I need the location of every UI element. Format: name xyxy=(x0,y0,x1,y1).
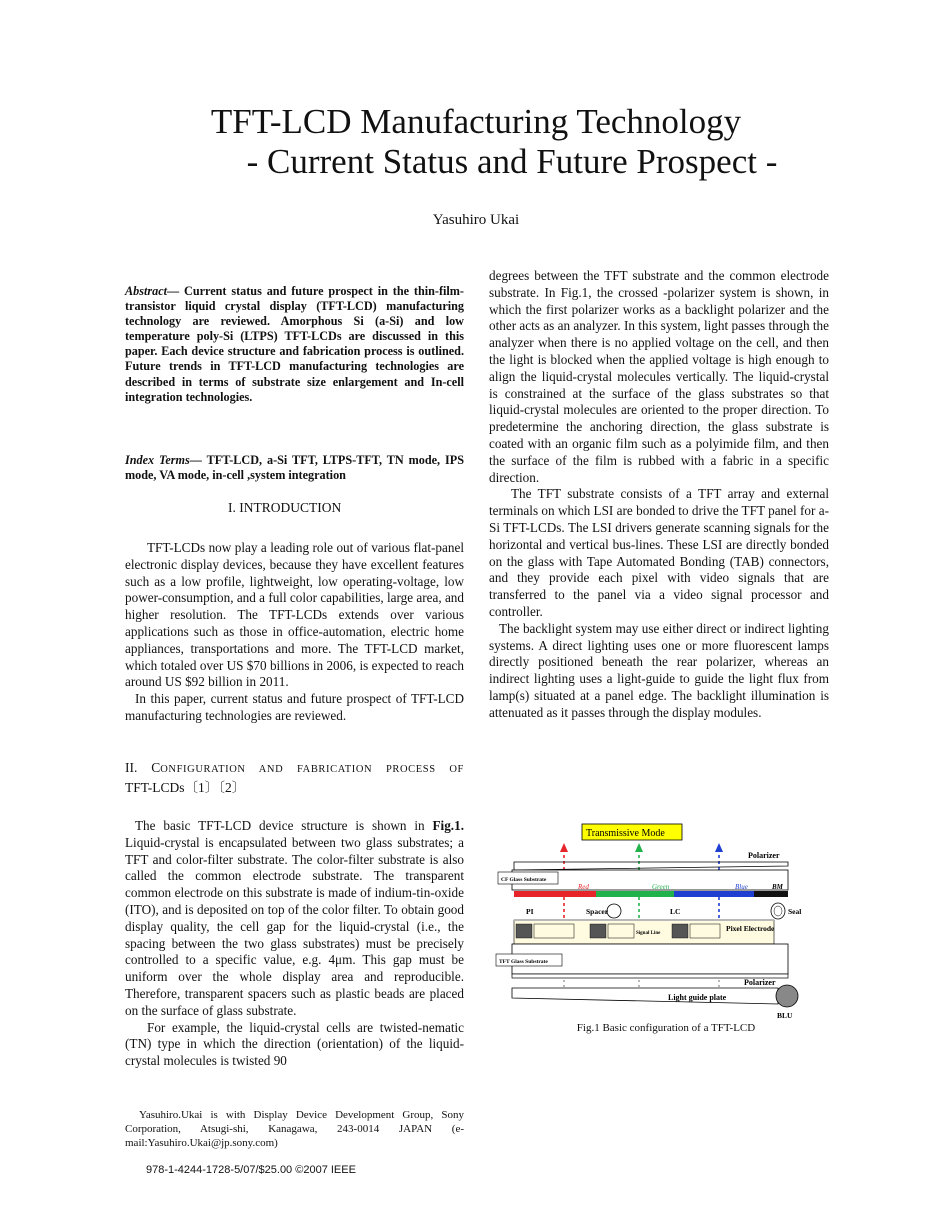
pixel-electrode-segment xyxy=(690,924,720,938)
lc-label: LC xyxy=(670,907,681,916)
abstract-label: Abstract— xyxy=(125,284,180,298)
arrow-red-head xyxy=(560,843,568,852)
polarizer-top xyxy=(514,862,788,870)
cf-black-matrix xyxy=(754,891,788,897)
seal-label: Seal xyxy=(788,907,802,916)
seal-icon xyxy=(771,903,785,919)
abstract-text: Current status and future prospect in the thin-film-transistor liquid crystal display (TFT-LCD) manufacturing technology are reviewed. Amorphous Si (a-Si) and low temperature poly-Si (LTPS) TFT-LCDs are discussed in this paper. Each device structure and fabrication process is outlined. Future trends in TFT-LCD manufacturing technologies are described in terms of substrate size enlargement and In-cell integration technologies. xyxy=(125,284,464,404)
blu-label: BLU xyxy=(777,1011,793,1020)
pixel-electrode-segment xyxy=(608,924,634,938)
fig-1-diagram xyxy=(494,820,818,1020)
blu-lamp xyxy=(776,985,798,1007)
tft-device xyxy=(672,924,688,938)
red-label: Red xyxy=(578,883,589,891)
title-line-2: - Current Status and Future Prospect - xyxy=(246,142,778,181)
section-2-title xyxy=(125,760,464,796)
tft-device xyxy=(516,924,532,938)
tft-device xyxy=(590,924,606,938)
intro-paragraph-1: TFT-LCDs now play a leading role out of various flat-panel electronic display devices, because they have excellent features such as a low profile, lightweight, low operating-voltage, low power-consumption, and a full color capabilities, large area, and higher resolution. The TFT-LCDs extends over various applications such as those in office-automation, electric home appliances, transportations and more. The TFT-LCD market, which totaled over US $70 billions in 2006, is expected to reach around US $92 billion in 2011. xyxy=(125,540,464,690)
section-2-body xyxy=(125,818,464,1070)
arrow-blue-head xyxy=(715,843,723,852)
right-paragraph-3: The backlight system may use either direct or indirect lighting systems. A direct lighting uses one or more fluorescent lamps directly positioned beneath the rear polarizer, whereas an indirect lighting uses a light-guide to guide the light flux from lamp(s) situated at a panel edge. The backlight illumination is attenuated as it passes through the display modules. xyxy=(489,620,829,720)
figure-caption: Fig.1 Basic configuration of a TFT-LCD xyxy=(576,1022,756,1034)
section-2-number: II. C xyxy=(125,760,161,775)
title-line-1: TFT-LCD Manufacturing Technology xyxy=(210,102,742,141)
bm-label: BM xyxy=(772,883,783,891)
spacer-bead xyxy=(607,904,621,918)
pi-label: PI xyxy=(526,907,534,916)
index-terms-label: Index Terms— xyxy=(125,453,202,467)
section-2-heading: ONFIGURATION AND FABRICATION PROCESS OF xyxy=(160,764,464,775)
polarizer-bottom xyxy=(512,974,788,978)
tft-glass-label: TFT Glass Substrate xyxy=(499,959,548,965)
polarizer-bottom-label: Polarizer xyxy=(744,978,776,987)
pixel-electrode-label: Pixel Electrode xyxy=(726,924,775,933)
isbn-line: 978-1-4244-1728-5/07/$25.00 ©2007 IEEE xyxy=(146,1164,356,1176)
cf-green xyxy=(596,891,674,897)
config-text-c: Liquid-crystal is encapsulated between two glass substrates; a TFT and color-filter substrate. The color-filter substrate is also called the common electrode substrate. The transparent common electrode on this substrate is made of indium-tin-oxide (ITO), and is deposited on top of the color filter. To obtain good display quality, the cell gap for the liquid-crystal (i.e., the spacing between the two glass substrates) must be precisely controlled to a specific value, e.g. 4μm. This gap must be uniform over the whole display area and reproducible. Therefore, transparent spacers such as plastic beads are placed on the surface of glass substrate. xyxy=(125,834,464,1018)
fig-1-reference: Fig.1. xyxy=(432,818,464,833)
mode-label: Transmissive Mode xyxy=(586,828,665,839)
cf-glass-label: CF Glass Substrate xyxy=(501,877,547,883)
pi-film xyxy=(514,919,774,921)
light-guide-label: Light guide plate xyxy=(668,993,727,1002)
author: Yasuhiro Ukai xyxy=(432,212,520,228)
arrow-green-head xyxy=(635,843,643,852)
section-2-heading-line-2: TFT-LCDs〔1〕〔2〕 xyxy=(125,780,246,795)
index-terms xyxy=(125,453,464,483)
section-1-title: I. INTRODUCTION xyxy=(228,500,342,515)
index-terms-text: TFT-LCD, a-Si TFT, LTPS-TFT, TN mode, IPS mode, VA mode, in-cell ,system integration xyxy=(125,453,464,483)
cf-blue xyxy=(674,891,754,897)
cf-red xyxy=(514,891,596,897)
right-paragraph-1: degrees between the TFT substrate and the common electrode substrate. In Fig.1, the crossed -polarizer system is shown, in which the first polarizer works as a backlight polarizer and the other acts as an analyzer. In this system, light passes through the analyzer when there is no applied voltage on the cell, and then the light is blocked when the applied voltage is high enough to align the liquid-crystal molecules vertically. The liquid-crystal is constrained at the surface of the glass substrates so that liquid-crystal molecules are oriented to the proper direction. To predetermine the anchoring direction, the glass substrate is coated with an organic film such as a polyimide film, and then the surface of the film is rubbed with a fabric in a specific direction. xyxy=(489,268,829,485)
blue-label: Blue xyxy=(735,883,748,891)
config-paragraph-2: For example, the liquid-crystal cells are twisted-nematic (TN) type in which the direction (orientation) of the liquid-crystal molecules is twisted 90 xyxy=(125,1019,464,1069)
spacer-label: Spacer xyxy=(586,907,609,916)
signal-line-label: Signal Line xyxy=(636,931,661,936)
right-column-body xyxy=(489,268,829,722)
footnote xyxy=(125,1108,464,1150)
intro-paragraph-2: In this paper, current status and future prospect of TFT-LCD manufacturing technologies are reviewed. xyxy=(125,691,464,723)
right-paragraph-2: The TFT substrate consists of a TFT array and external terminals on which LSI are bonded to drive the TFT panel for a-Si TFT-LCDs. The LSI drivers generate scanning signals for the horizontal and vertical bus-lines. These LSI are directly bonded on the glass with Tape Automated Bonding (TAB) connectors, and they provide each pixel with video signals that are transferred to the panel via a video signal processor and controller. xyxy=(489,486,829,619)
config-text-a: The basic TFT-LCD device structure is shown in xyxy=(135,818,433,833)
footnote-text: Yasuhiro.Ukai is with Display Device Development Group, Sony Corporation, Atsugi-shi, Kanagawa, 243-0014 JAPAN (e-mail:Yasuhiro.Ukai@jp.sony.com) xyxy=(125,1109,464,1149)
green-label: Green xyxy=(652,883,670,891)
polarizer-top-label: Polarizer xyxy=(748,851,780,860)
pixel-electrode-segment xyxy=(534,924,574,938)
section-1-body xyxy=(125,540,464,725)
abstract xyxy=(125,284,464,405)
light-guide-plate xyxy=(512,988,778,1004)
